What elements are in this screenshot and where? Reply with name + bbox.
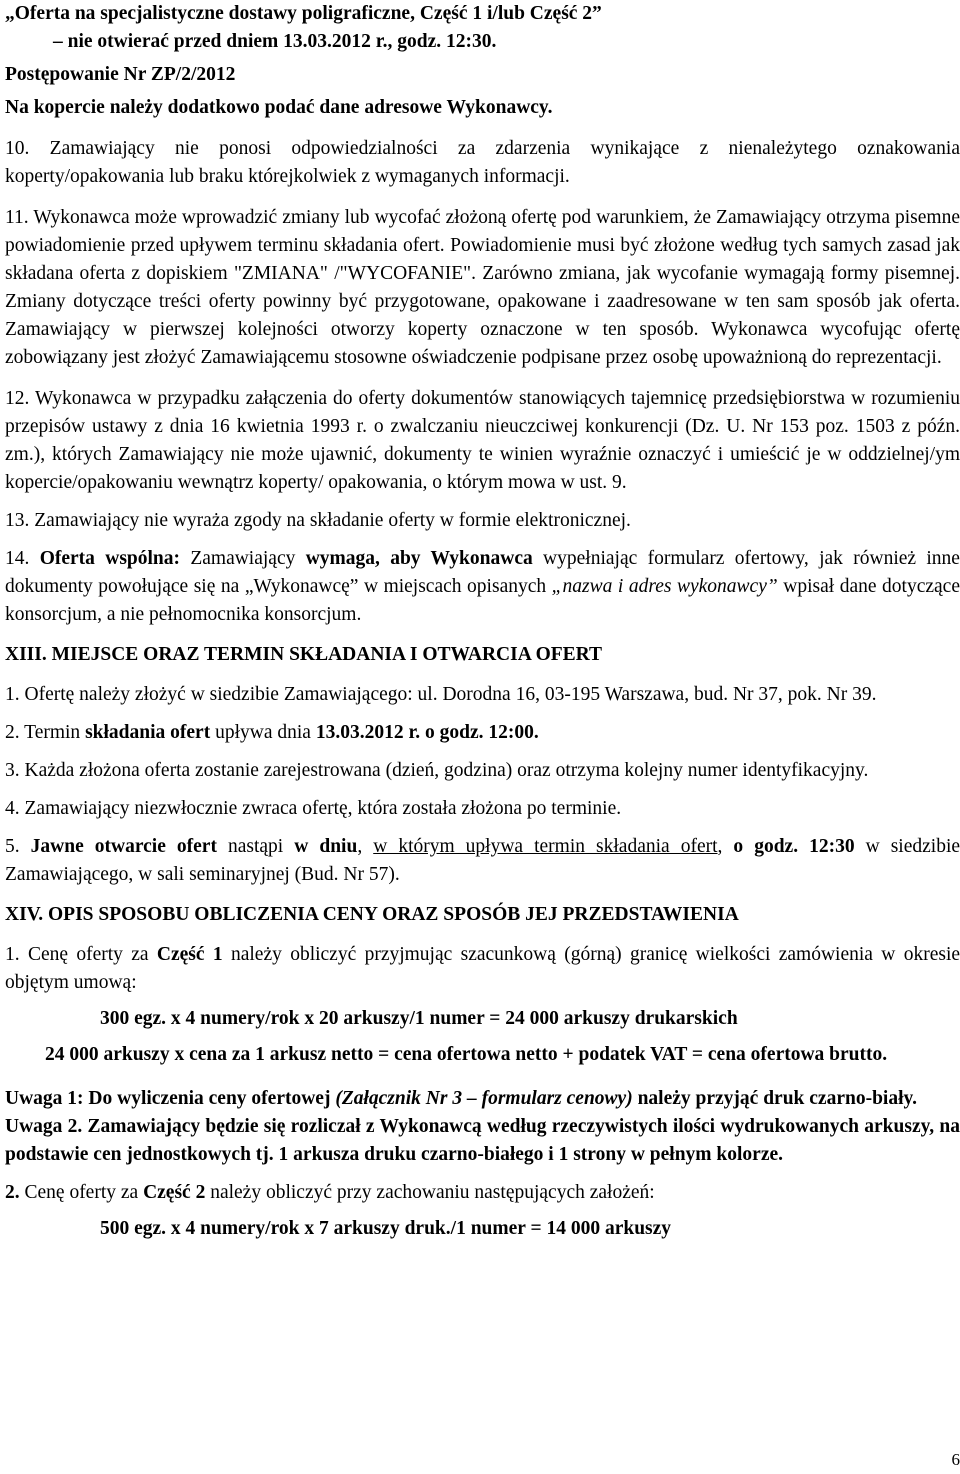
s13-item-5-bold-day: w dniu	[294, 836, 358, 857]
s14-item-2-text1: Cenę oferty za	[19, 1182, 144, 1203]
s13-item-5-bold-time: o godz. 12:30	[733, 836, 855, 857]
s13-item-2-date: 13.03.2012 r. o godz. 12:00.	[315, 722, 539, 743]
p14-text1: Zamawiający	[180, 548, 306, 569]
formula-part1-price: 24 000 arkuszy x cena za 1 arkusz netto = cena ofertowa netto + podatek VAT = cena ofertowa brutto.	[45, 1044, 888, 1065]
paragraph-11: 11. Wykonawca może wprowadzić zmiany lub wycofać złożoną ofertę pod warunkiem, że Zamawiający otrzyma pisemne powiadomienie przed upływem terminu składania ofert. Powiadomienie musi być złożone według tych samych zasad jak składana oferta z dopiskiem "ZMIANA" /"WYCOFANIE". Zarówno zmiana, jak wycofanie wymagają formy pisemnej. Zmiany dotyczące treści oferty powinny być przygotowane, opakowane i zaadresowane w ten sam sposób jak oferta. Zamawiający w pierwszej kolejności otworzy koperty oznaczone w ten sposób. Wykonawca wycofując ofertę zobowiązany jest złożyć Zamawiającemu stosowne oświadczenie podpisane przez osobę upoważnioną do reprezentacji.	[5, 207, 960, 368]
p14-text3: wpisał dane dotyczące konsorcjum, a nie pełnomocnika konsorcjum.	[5, 576, 960, 625]
p14-number: 14.	[5, 548, 40, 569]
s14-item-2-part2: Część 2	[143, 1182, 206, 1203]
s14-item-1-part1: Część 1	[156, 944, 223, 965]
s13-item-2-bold: składania ofert	[85, 722, 211, 743]
s13-item-1: 1. Ofertę należy złożyć w siedzibie Zamawiającego: ul. Dorodna 16, 03-195 Warszawa, bud. Nr 37, pok. Nr 39.	[5, 684, 877, 705]
s14-item-1	[5, 941, 960, 997]
formula-part1-sheets: 300 egz. x 4 numery/rok x 20 arkuszy/1 numer = 24 000 arkuszy drukarskich	[100, 1008, 738, 1029]
s13-item-5	[5, 833, 960, 889]
envelope-label-line1: „Oferta na specjalistyczne dostawy poligraficzne, Część 1 i/lub Część 2”	[5, 3, 602, 24]
s13-item-5-text2: w siedzibie Zamawiającego, w sali seminaryjnej (Bud. Nr 57).	[5, 836, 960, 885]
envelope-label-line2: – nie otwierać przed dniem 13.03.2012 r., godz. 12:30.	[53, 31, 497, 52]
s13-item-5-comma2: ,	[717, 836, 734, 857]
s13-item-4: 4. Zamawiający niezwłocznie zwraca ofertę, która została złożona po terminie.	[5, 798, 622, 819]
formula-part2-sheets: 500 egz. x 4 numery/rok x 7 arkuszy druk./1 numer = 14 000 arkuszy	[100, 1218, 672, 1239]
page-number: 6	[951, 1450, 960, 1469]
note-1-text2: należy przyjąć druk czarno-biały.	[632, 1088, 918, 1109]
p14-italic-name-address: „nazwa i adres wykonawcy”	[551, 576, 778, 597]
note-1-italic: (Załącznik Nr 3 – formularz cenowy)	[335, 1088, 633, 1109]
s13-item-5-bold-opening: Jawne otwarcie ofert	[30, 836, 217, 857]
s14-item-2-num: 2.	[5, 1182, 20, 1203]
s13-item-3: 3. Każda złożona oferta zostanie zarejestrowana (dzień, godzina) oraz otrzyma kolejny numer identyfikacyjny.	[5, 760, 869, 781]
s14-item-2	[5, 1179, 960, 1207]
p14-bold-requires: wymaga, aby Wykonawca	[305, 548, 533, 569]
note-2: Uwaga 2. Zamawiający będzie się rozliczał z Wykonawcą według rzeczywistych ilości wydrukowanych arkuszy, na podstawie cen jednostkowych tj. 1 arkusza druku czarno-białego i 1 strony w pełnym kolorze.	[5, 1116, 960, 1165]
p14-text2: wypełniając formularz ofertowy, jak również inne dokumenty powołujące się na „Wykonawcę” w miejscach opisanych	[5, 548, 960, 597]
p14-bold-joint-offer: Oferta wspólna:	[39, 548, 181, 569]
paragraph-13: 13. Zamawiający nie wyraża zgody na składanie oferty w formie elektronicznej.	[5, 510, 631, 531]
note-1	[5, 1085, 960, 1113]
section-xiv-heading: XIV. OPIS SPOSOBU OBLICZENIA CENY ORAZ SPOSÓB JEJ PRZEDSTAWIENIA	[5, 904, 739, 925]
procedure-number: Postępowanie Nr ZP/2/2012	[5, 64, 236, 85]
paragraph-12: 12. Wykonawca w przypadku załączenia do oferty dokumentów stanowiących tajemnicę przedsiębiorstwa w rozumieniu przepisów ustawy z dnia 16 kwietnia 1993 r. o zwalczaniu nieuczciwej konkurencji (Dz. U. Nr 153 poz. 1503 z późn. zm.), których Zamawiający nie może ujawnić, dokumenty te winien wyraźnie oznaczyć i umieścić je w oddzielnej/ym kopercie/opakowaniu wewnątrz koperty/ opakowania, o którym mowa w ust. 9.	[5, 388, 960, 493]
paragraph-10: 10. Zamawiający nie ponosi odpowiedzialności za zdarzenia wynikające z nienależytego oznakowania koperty/opakowania lub braku którejkolwiek z wymaganych informacji.	[5, 138, 960, 187]
s14-item-1-text2: należy obliczyć przyjmując szacunkową (górną) granicę wielkości zamówienia w okresie objętym umową:	[5, 944, 960, 993]
section-xiii-heading: XIII. MIEJSCE ORAZ TERMIN SKŁADANIA I OTWARCIA OFERT	[5, 644, 603, 665]
s13-item-5-text1: nastąpi	[216, 836, 295, 857]
s13-item-2-num: 2. Termin	[5, 722, 86, 743]
envelope-address-note: Na kopercie należy dodatkowo podać dane adresowe Wykonawcy.	[5, 97, 553, 118]
s14-item-2-text2: należy obliczyć przy zachowaniu następujących założeń:	[205, 1182, 655, 1203]
note-1-text1: Uwaga 1: Do wyliczenia ceny ofertowej	[5, 1088, 336, 1109]
s13-item-2-text: upływa dnia	[210, 722, 316, 743]
s13-item-5-comma1: ,	[357, 836, 374, 857]
s13-item-5-underlined: w którym upływa termin składania ofert	[373, 836, 718, 857]
s14-item-1-text1: 1. Cenę oferty za	[5, 944, 157, 965]
s13-item-5-num: 5.	[5, 836, 31, 857]
s13-item-2	[5, 719, 960, 747]
document-page	[5, 0, 960, 1243]
paragraph-14	[5, 545, 960, 629]
